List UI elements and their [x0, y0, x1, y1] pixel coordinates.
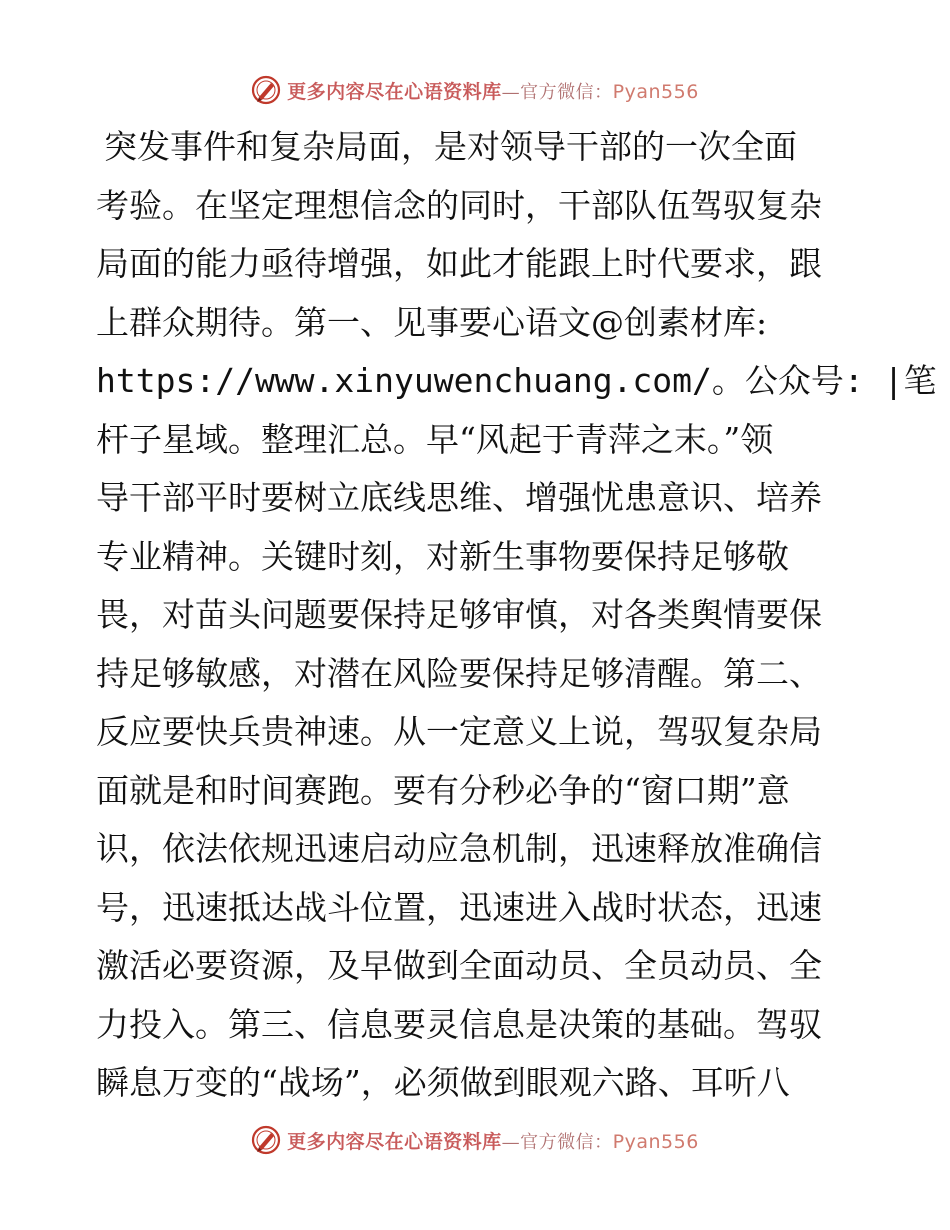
- text-line: 专业精神。关键时刻，对新生事物要保持足够敬: [96, 536, 789, 576]
- text-line: 畏，对苗头问题要保持足够审慎，对各类舆情要保: [96, 595, 822, 634]
- header-watermark-banner: [0, 70, 950, 110]
- red-pen-seal-logo-icon: [251, 75, 281, 105]
- banner-text: [287, 77, 699, 104]
- text-line: 导干部平时要树立底线思维、增强忧患意识、培养: [96, 478, 822, 517]
- banner-wechat-id: Pyan556: [612, 80, 699, 103]
- text-line: 上群众期待。第一、见事要心语文@创素材库:: [96, 302, 768, 342]
- text-line: 杆子星域。整理汇总。早“风起于青萍之末。”领: [96, 419, 774, 459]
- red-pen-seal-logo-icon: [251, 1125, 281, 1155]
- footer-watermark-banner: [0, 1120, 950, 1160]
- banner-main-text: 更多内容尽在心语资料库: [287, 80, 502, 103]
- banner-official-text: 官方微信：: [520, 81, 613, 103]
- text-line: 突发事件和复杂局面，是对领导干部的一次全面: [104, 127, 797, 166]
- text-line: 识，依法依规迅速启动应急机制，迅速释放准确信: [96, 829, 822, 868]
- text-line: 局面的能力亟待增强，如此才能跟上时代要求，跟: [96, 244, 822, 283]
- text-line: 考验。在坚定理想信念的同时，干部队伍驾驭复杂: [96, 185, 822, 225]
- banner-text: [287, 1127, 699, 1154]
- banner-dash: —: [501, 1131, 521, 1153]
- text-line: 面就是和时间赛跑。要有分秒必争的“窗口期”意: [96, 770, 790, 810]
- document-body: [96, 118, 937, 1113]
- banner-official-text: 官方微信：: [520, 1131, 613, 1153]
- text-line-url: https://www.xinyuwenchuang.com/。公众号: |笔: [96, 361, 937, 400]
- text-line: 力投入。第三、信息要灵信息是决策的基础。驾驭: [96, 1004, 822, 1044]
- text-line: 号，迅速抵达战斗位置，迅速进入战时状态，迅速: [96, 887, 822, 927]
- text-line: 反应要快兵贵神速。从一定意义上说，驾驭复杂局: [96, 712, 822, 751]
- banner-dash: —: [501, 81, 521, 103]
- text-line: 持足够敏感，对潜在风险要保持足够清醒。第二、: [96, 653, 822, 693]
- text-line: 瞬息万变的“战场”，必须做到眼观六路、耳听八: [96, 1063, 790, 1102]
- banner-main-text: 更多内容尽在心语资料库: [287, 1130, 502, 1153]
- banner-wechat-id: Pyan556: [612, 1130, 699, 1153]
- text-line: 激活必要资源，及早做到全面动员、全员动员、全: [96, 946, 822, 985]
